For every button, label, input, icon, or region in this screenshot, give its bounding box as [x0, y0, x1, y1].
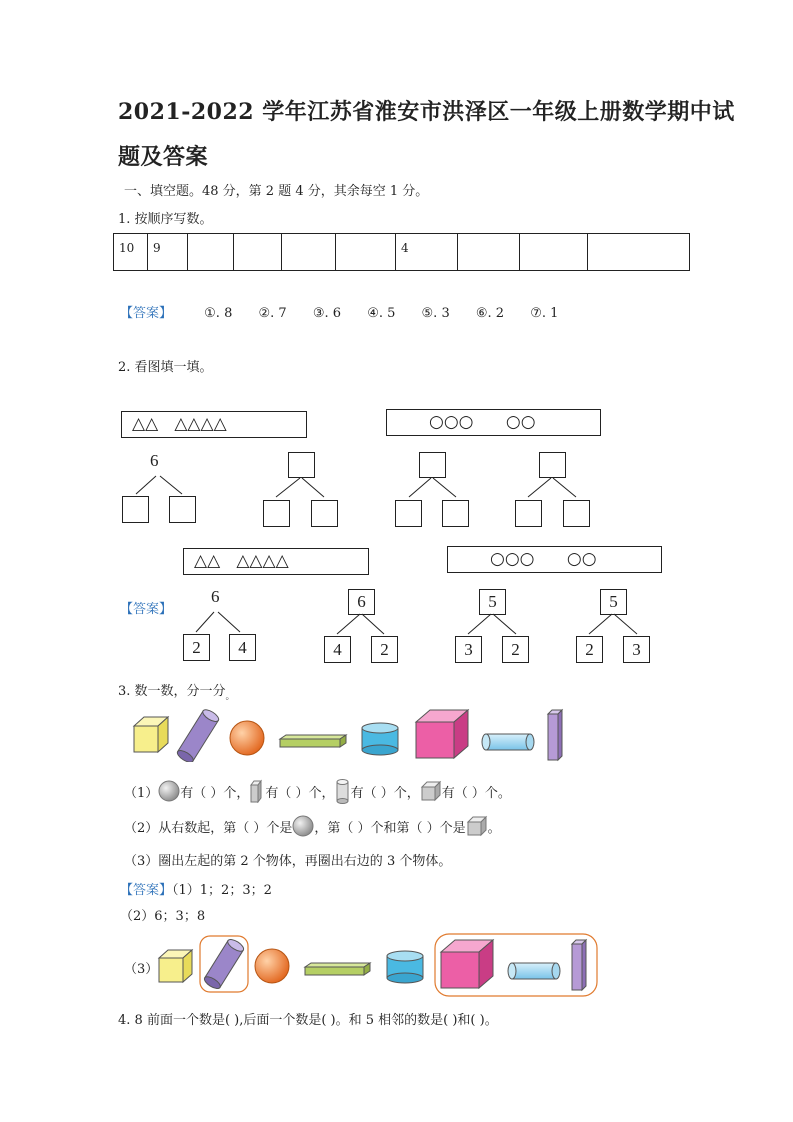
q3-answer3-label: （3）: [124, 962, 159, 977]
prism-green-icon: [280, 735, 346, 747]
q3-shapes-row: [128, 706, 588, 762]
q3-answer-line2: （2）6；3；8: [120, 909, 206, 924]
cube-yellow-icon: [134, 717, 168, 752]
cylinder-blue-icon: [362, 723, 398, 755]
q3-sub1-count: 有（ ）个，: [180, 785, 250, 801]
q3-sub2-part3: 。: [487, 820, 501, 836]
answer-tag: 【答案】: [120, 602, 173, 617]
cylinder-gray-icon: [335, 778, 351, 804]
q3-sub3: （3）圈出左起的第 2 个物体，再圈出右边的 3 个物体。: [124, 854, 452, 869]
q2-text: 2. 看图填一填。: [118, 360, 213, 375]
answer-tree-left: 2: [576, 636, 603, 663]
answer-text: （1）1；2；3；2: [172, 883, 272, 898]
cube-gray-icon: [466, 815, 488, 837]
tree-blank-box[interactable]: [419, 452, 446, 478]
answer-tree-right: 2: [371, 636, 398, 663]
sphere-orange-icon: [230, 721, 264, 755]
answer-tree-top: 6: [348, 589, 375, 615]
q3-sub1-count: 有（ ）个。: [441, 785, 511, 801]
prism-purple-icon: [572, 940, 586, 990]
answer-tree-top: 5: [600, 589, 627, 615]
tree-blank-box[interactable]: [263, 500, 290, 527]
tree-blank-box[interactable]: [515, 500, 542, 527]
answer-item: ⑤. 3: [421, 306, 450, 321]
answer-item: ③. 6: [312, 306, 342, 321]
answer-tree-right: 2: [502, 636, 529, 663]
q3-sub2-part1: （2）从右数起，第（ ）个是: [124, 820, 293, 836]
cube-pink-icon: [416, 710, 468, 758]
answer-item: ⑥. 2: [475, 306, 505, 321]
answer-tree-top: 5: [479, 589, 506, 615]
cube-pink-icon: [441, 940, 493, 988]
cylinder-light-blue-icon: [482, 734, 534, 750]
answer-tag: 【答案】: [120, 883, 173, 898]
doc-title-line1: 2021-2022 学年江苏省淮安市洪泽区一年级上册数学期中试: [118, 99, 735, 125]
q3-text-main: 3. 数一数，分一分: [118, 684, 226, 699]
tree-blank-box[interactable]: [169, 496, 196, 523]
seq-cell: 9: [148, 234, 188, 271]
triangle-group-box: △△ △△△△: [121, 411, 307, 438]
prism-green-icon: [305, 963, 370, 975]
prism-purple-icon: [548, 710, 562, 760]
cylinder-purple-icon: [176, 707, 221, 762]
q3-sub1-prefix: （1）: [124, 785, 159, 801]
cylinder-purple-icon: [203, 937, 246, 991]
sphere-gray-icon: [292, 815, 314, 837]
cube-gray-icon: [420, 780, 442, 802]
seq-cell: 4: [396, 234, 458, 271]
q3-sub2-part2: ，第（ ）个和第（ ）个是: [314, 820, 466, 836]
tree-blank-box[interactable]: [539, 452, 566, 478]
tree-top-number: 6: [150, 451, 159, 470]
answer-tree-left: 4: [324, 636, 351, 663]
tree-blank-box[interactable]: [563, 500, 590, 527]
cube-yellow-icon: [159, 950, 192, 982]
answer-item: ①. 8: [204, 306, 233, 321]
q3-answer-line1: [120, 879, 272, 898]
q3-sub1-count: 有（ ）个，: [350, 785, 420, 801]
sphere-gray-icon: [158, 780, 180, 802]
sphere-orange-icon: [255, 949, 289, 983]
answer-item: ④. 5: [367, 306, 396, 321]
doc-title-line2: 题及答案: [118, 144, 209, 170]
answer-tree-top: 6: [211, 587, 220, 606]
section-heading: 一、填空题。48 分，第 2 题 4 分，其余每空 1 分。: [124, 184, 429, 199]
tree-blank-box[interactable]: [122, 496, 149, 523]
answer-tree-right: 4: [229, 634, 256, 661]
prism-gray-icon: [249, 779, 265, 803]
cylinder-light-blue-icon: [508, 963, 560, 979]
answer-item: ②. 7: [258, 306, 287, 321]
triangle-group-box: △△ △△△△: [183, 548, 369, 575]
q1-text: 1. 按顺序写数。: [118, 212, 213, 227]
q4-text: 4. 8 前面一个数是( ),后面一个数是( )。和 5 相邻的数是( )和( )。: [118, 1013, 498, 1028]
circle-group-box: ○○○ ○○: [447, 546, 662, 573]
circle-group-box: ○○○ ○○: [386, 409, 601, 436]
q3-sub2: [124, 815, 501, 837]
answer-tree-left: 3: [455, 636, 482, 663]
q3-text-dot: 。: [225, 692, 235, 702]
q3-answer-shapes: [150, 930, 610, 1000]
q3-sub1-count: 有（ ）个，: [265, 785, 335, 801]
answer-tree-left: 2: [183, 634, 210, 661]
tree-blank-box[interactable]: [311, 500, 338, 527]
tree-blank-box[interactable]: [395, 500, 422, 527]
answer-tree-right: 3: [623, 636, 650, 663]
seq-cell: 10: [114, 234, 148, 271]
answer-item: ⑦. 1: [530, 306, 559, 321]
answer-tag: 【答案】: [120, 306, 173, 321]
cylinder-blue-icon: [387, 951, 423, 983]
q3-sub1: [124, 778, 511, 804]
q3-text: [118, 680, 235, 702]
tree-blank-box[interactable]: [288, 452, 315, 478]
tree-blank-box[interactable]: [442, 500, 469, 527]
